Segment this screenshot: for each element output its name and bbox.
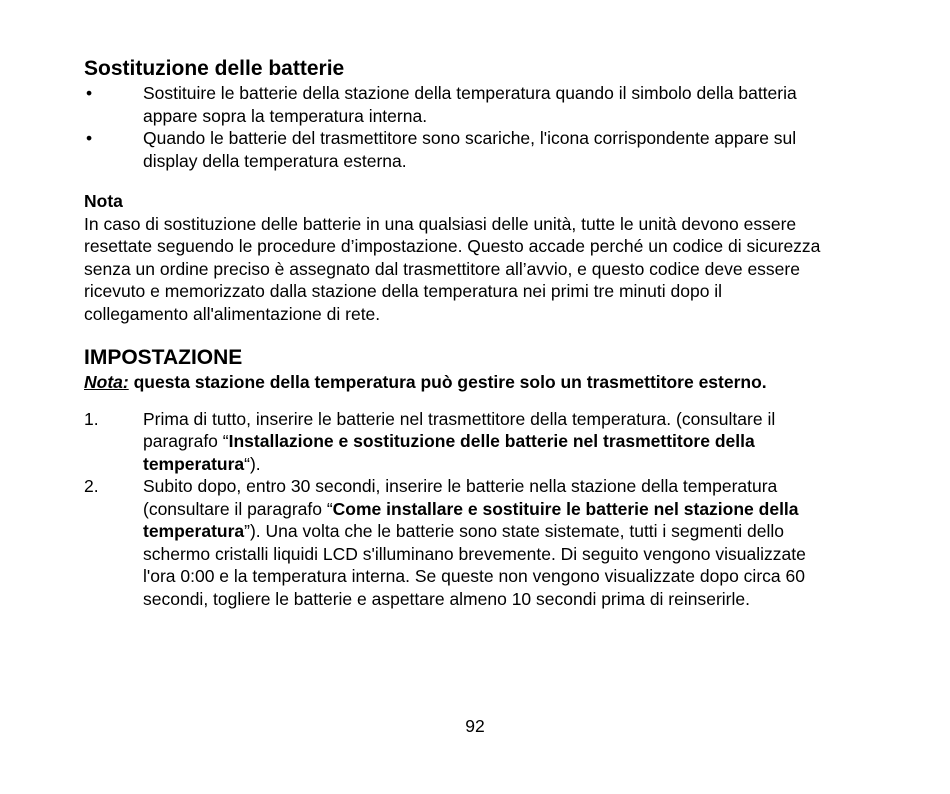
list-item (84, 127, 824, 172)
step-text-post: ”). Una volta che le batterie sono state sistemate, tutti i segmenti dello schermo cristalli liquidi LCD s'illuminano brevemente. Di seguito vengono visualizzate l'ora 0:00 e la temperatura interna. Se queste non vengono visualizzate dopo circa 60 secondi, togliere le batterie e aspettare almeno 10 secondi prima di reinserirle. (143, 521, 806, 609)
section-title-batteries: Sostituzione delle batterie (84, 57, 345, 80)
nota-heading: Nota (84, 191, 123, 211)
list-item (84, 82, 824, 127)
list-item (84, 408, 824, 476)
document-page (84, 56, 824, 610)
bullet-mark: • (86, 83, 93, 103)
step-number: 1. (84, 408, 99, 429)
bullet-mark: • (86, 128, 93, 148)
page-number: 92 (465, 716, 485, 736)
list-item (84, 475, 824, 610)
step-text-ref: Installazione e sostituzione delle batterie nel trasmettitore della temperatura (143, 431, 755, 474)
step-text-pre: Prima di tutto, inserire le batterie nel trasmettitore della temperatura. (consultare il paragrafo “ (143, 408, 776, 451)
setup-note-lead: Nota: (84, 372, 129, 392)
setup-note (84, 371, 824, 394)
bullet-text: Quando le batterie del trasmettitore sono scariche, l'icona corrispondente appare sul display della temperatura esterna. (143, 128, 797, 171)
nota-paragraph: In caso di sostituzione delle batterie in una qualsiasi delle unità, tutte le unità devono essere resettate seguendo le procedure d’impostazione. Questo accade perché un codice di sicurezza senza un ordine preciso è assegnato dal trasmettitore all’avvio, e questo codice deve essere ricevuto e memorizzato dalla stazione della temperatura nei primi tre minuti dopo il collegamento all'alimentazione di rete. (84, 213, 821, 324)
step-text-post: “). (244, 453, 261, 474)
step-text-ref: Come installare e sostituire le batterie nel stazione della temperatura (143, 498, 799, 541)
setup-steps-list (84, 408, 824, 611)
bullet-text: Sostituire le batterie della stazione della temperatura quando il simbolo della batteria appare sopra la temperatura interna. (143, 83, 797, 126)
section-title-setup: IMPOSTAZIONE (84, 346, 243, 369)
step-text-pre: Subito dopo, entro 30 secondi, inserire le batterie nella stazione della temperatura (consultare il paragrafo “ (143, 476, 778, 519)
step-number: 2. (84, 476, 99, 496)
battery-bullet-list (84, 82, 824, 172)
setup-note-text: questa stazione della temperatura può gestire solo un trasmettitore esterno. (128, 372, 767, 392)
